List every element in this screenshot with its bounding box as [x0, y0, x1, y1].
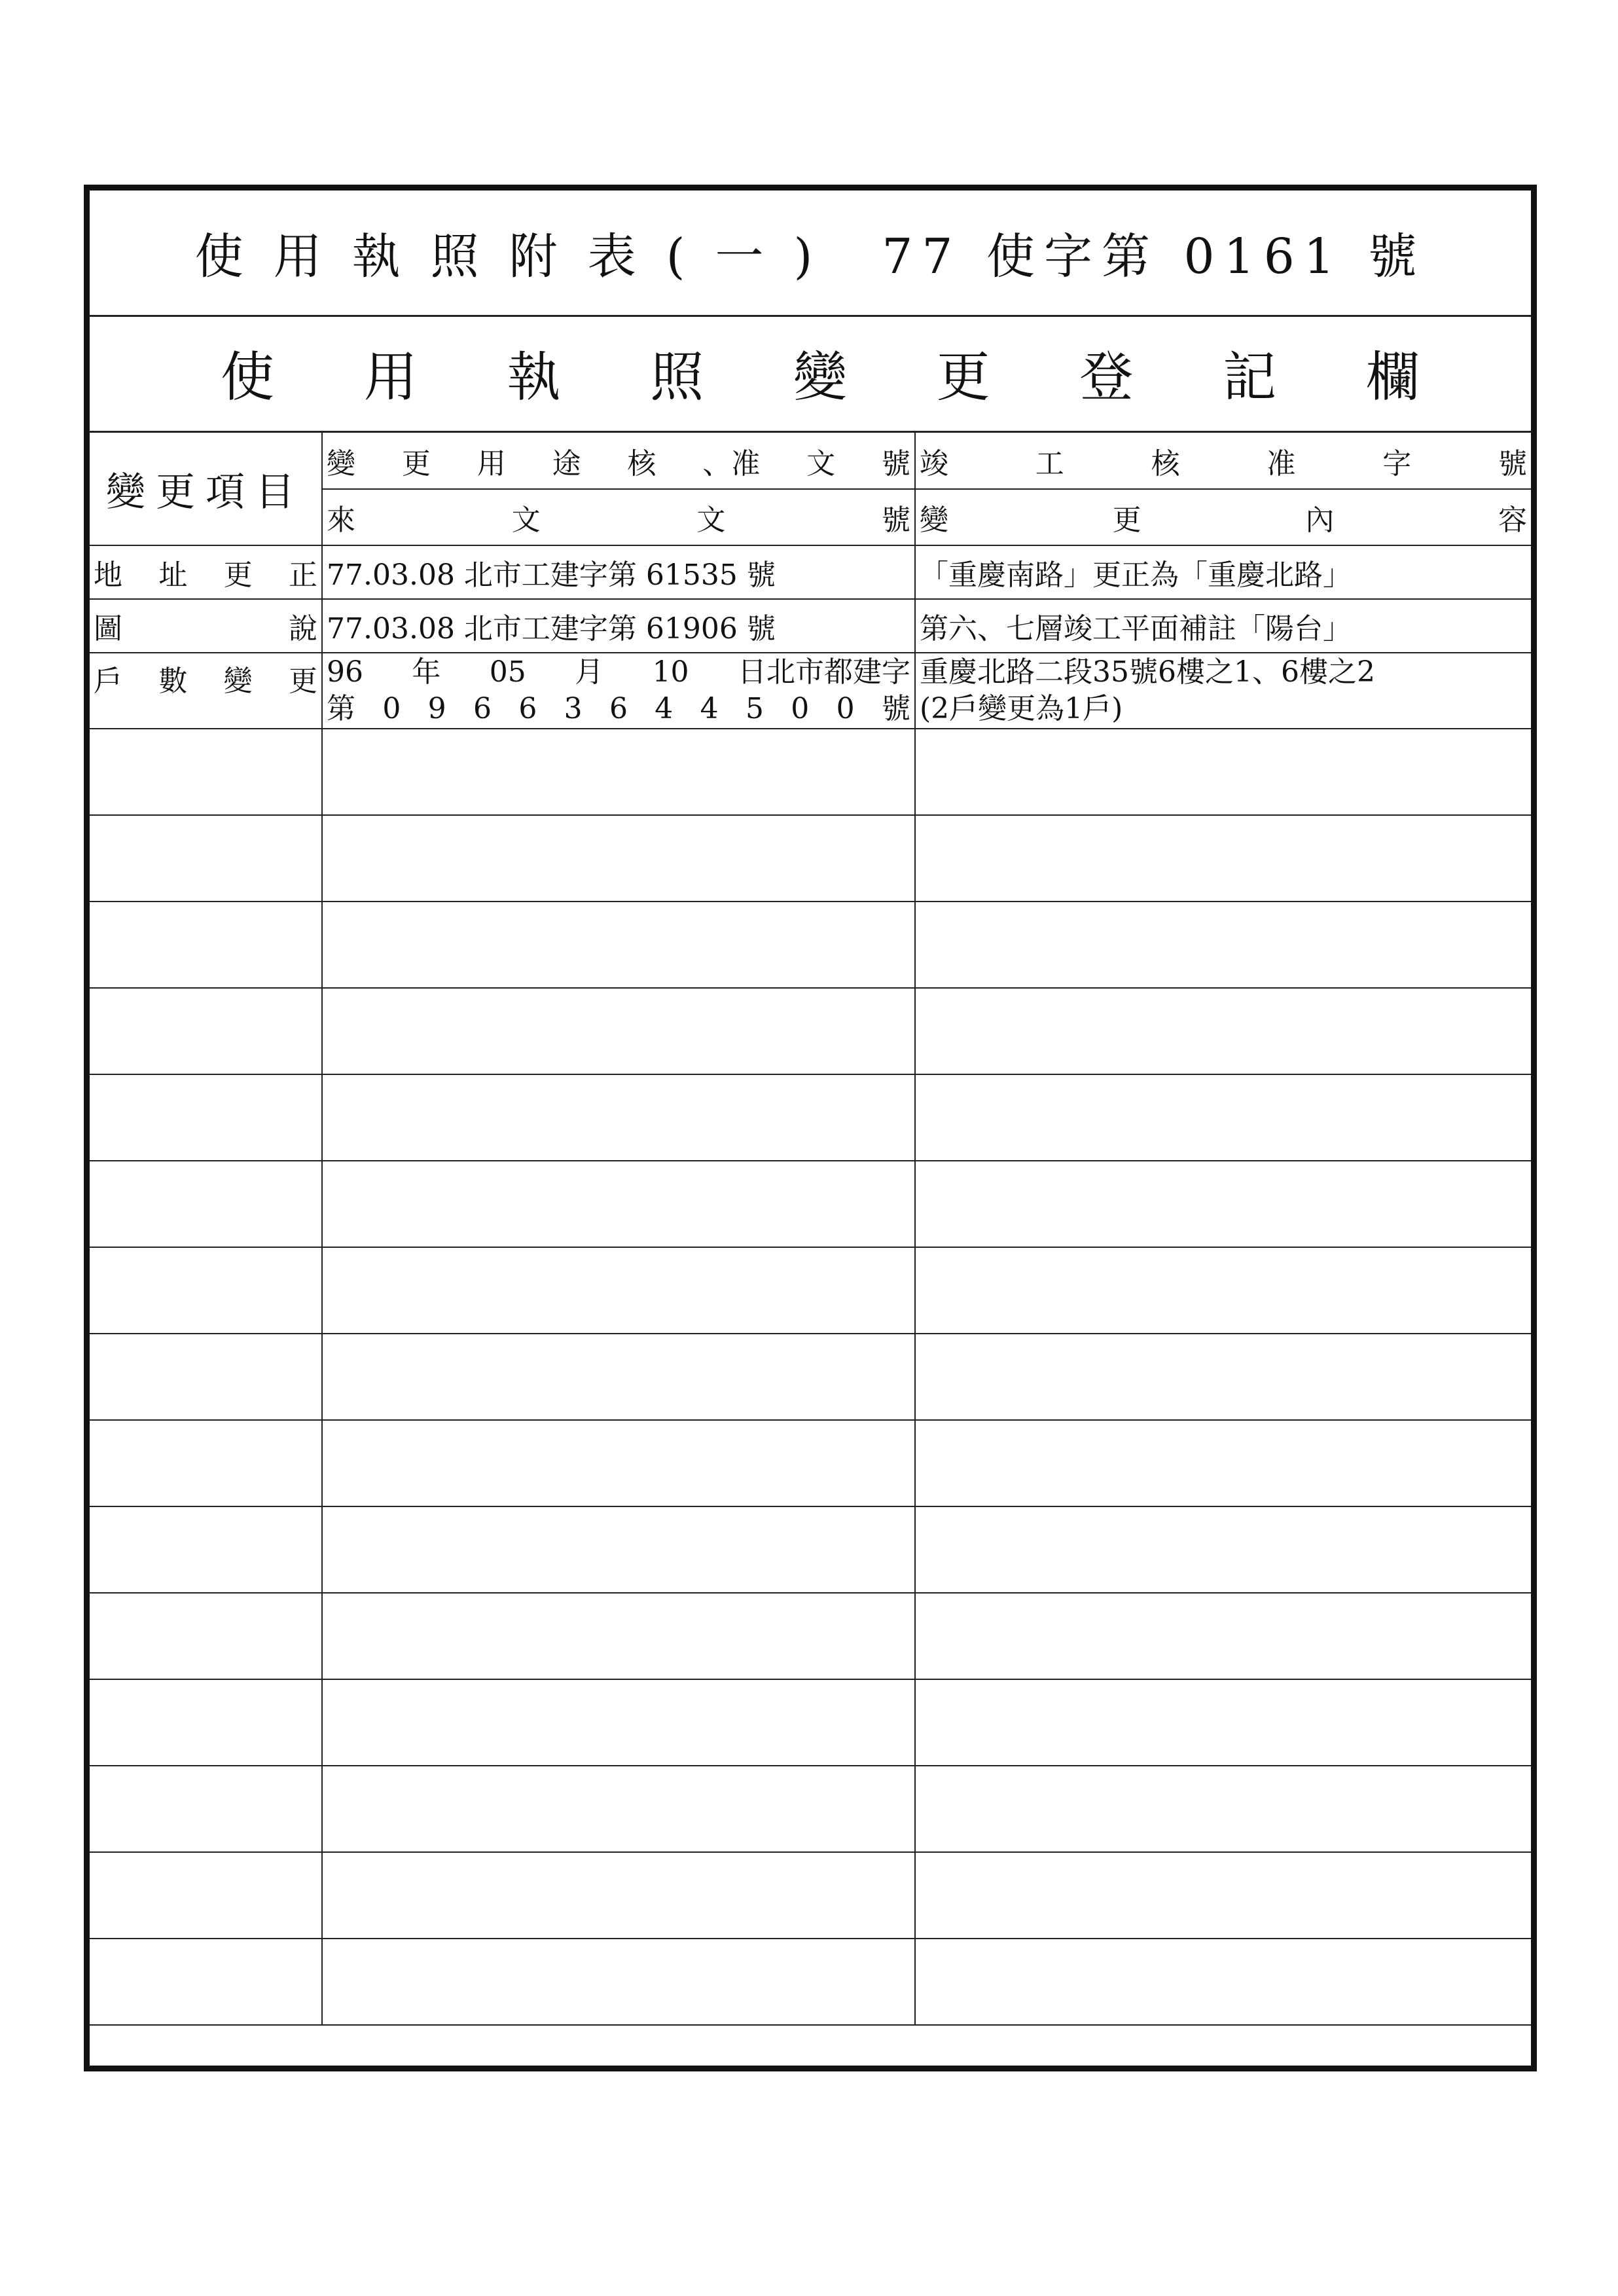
- empty-cell: [322, 1161, 915, 1247]
- empty-cell: [322, 1852, 915, 1939]
- empty-row: [90, 1939, 1531, 2025]
- empty-row: [90, 1766, 1531, 1852]
- empty-cell: [90, 1161, 322, 1247]
- empty-cell: [322, 1506, 915, 1593]
- license-number: 77 使字第 0161 號: [882, 228, 1426, 285]
- subtitle-char: 執: [507, 346, 561, 409]
- header-approval-doc: 變 更 用 途 核 、准 文 號: [322, 433, 915, 489]
- empty-cell: [90, 1939, 322, 2025]
- empty-cell: [90, 1074, 322, 1161]
- empty-row: [90, 1420, 1531, 1506]
- form-subtitle: [90, 315, 1531, 433]
- empty-row: [90, 1852, 1531, 1939]
- subtitle-char: 記: [1223, 346, 1277, 409]
- empty-row: [90, 1593, 1531, 1679]
- header-incoming-doc: 來 文 文 號: [322, 489, 915, 545]
- row-item: 戶 數 變 更: [90, 653, 322, 729]
- empty-cell: [90, 1679, 322, 1766]
- empty-cell: [322, 1766, 915, 1852]
- row-doc-number: 96 年 05 月 10 日北市都建字 第 0 9 6 6 3 6 4 4 5 0 0 號: [322, 653, 915, 729]
- empty-row: [90, 988, 1531, 1074]
- empty-cell: [915, 988, 1531, 1074]
- empty-row: [90, 902, 1531, 988]
- row-item: 地 址 更 正: [90, 545, 322, 599]
- empty-cell: [90, 815, 322, 902]
- empty-cell: [322, 729, 915, 815]
- form-title-left: 使用執照附表(一): [194, 228, 843, 285]
- empty-cell: [90, 1334, 322, 1420]
- table-row: [90, 545, 1531, 599]
- empty-cell: [322, 1420, 915, 1506]
- row-content: 「重慶南路」更正為「重慶北路」: [915, 545, 1531, 599]
- subtitle-char: 使: [221, 346, 275, 409]
- empty-cell: [915, 1852, 1531, 1939]
- empty-cell: [915, 1161, 1531, 1247]
- empty-row: [90, 1334, 1531, 1420]
- empty-cell: [915, 1593, 1531, 1679]
- empty-cell: [90, 1506, 322, 1593]
- header-completion: 竣 工 核 准 字 號: [915, 433, 1531, 489]
- subtitle-char: 照: [650, 346, 704, 409]
- subtitle-char: 變: [793, 346, 847, 409]
- empty-cell: [915, 729, 1531, 815]
- empty-cell: [90, 988, 322, 1074]
- empty-cell: [322, 815, 915, 902]
- empty-cell: [322, 1247, 915, 1334]
- row-content: 第六、七層竣工平面補註「陽台」: [915, 599, 1531, 653]
- subtitle-char: 更: [936, 346, 990, 409]
- empty-cell: [915, 902, 1531, 988]
- empty-cell: [915, 1420, 1531, 1506]
- empty-cell: [915, 1766, 1531, 1852]
- registration-form-frame: [84, 185, 1537, 2071]
- row-doc-number: 77.03.08 北市工建字第 61535 號: [322, 545, 915, 599]
- table-row: [90, 653, 1531, 729]
- empty-cell: [915, 815, 1531, 902]
- empty-cell: [90, 1420, 322, 1506]
- empty-cell: [322, 988, 915, 1074]
- empty-cell: [322, 1074, 915, 1161]
- empty-cell: [90, 1852, 322, 1939]
- empty-cell: [322, 1593, 915, 1679]
- empty-cell: [90, 1593, 322, 1679]
- empty-cell: [90, 1766, 322, 1852]
- empty-cell: [322, 1334, 915, 1420]
- form-title: [90, 191, 1531, 317]
- empty-row: [90, 1506, 1531, 1593]
- header-row-1: [90, 433, 1531, 489]
- row-doc-number: 77.03.08 北市工建字第 61906 號: [322, 599, 915, 653]
- empty-cell: [915, 1939, 1531, 2025]
- empty-row: [90, 1679, 1531, 1766]
- row-content: 重慶北路二段35號6樓之1、6樓之2 (2戶變更為1戶): [915, 653, 1531, 729]
- empty-cell: [322, 902, 915, 988]
- header-change-content: 變 更 內 容: [915, 489, 1531, 545]
- empty-cell: [915, 1506, 1531, 1593]
- empty-cell: [915, 1247, 1531, 1334]
- subtitle-char: 欄: [1365, 346, 1420, 409]
- empty-row: [90, 815, 1531, 902]
- empty-row: [90, 1161, 1531, 1247]
- empty-cell: [915, 1334, 1531, 1420]
- empty-cell: [90, 902, 322, 988]
- subtitle-char: 用: [363, 346, 418, 409]
- row-item: 圖 說: [90, 599, 322, 653]
- empty-row: [90, 1074, 1531, 1161]
- empty-row: [90, 729, 1531, 815]
- table-row: [90, 599, 1531, 653]
- empty-cell: [915, 1679, 1531, 1766]
- empty-cell: [90, 1247, 322, 1334]
- empty-cell: [322, 1939, 915, 2025]
- change-registration-table: [90, 433, 1531, 2026]
- empty-row: [90, 1247, 1531, 1334]
- empty-cell: [90, 729, 322, 815]
- subtitle-char: 登: [1079, 346, 1134, 409]
- empty-cell: [915, 1074, 1531, 1161]
- empty-cell: [322, 1679, 915, 1766]
- header-change-item: 變更項目: [90, 433, 322, 545]
